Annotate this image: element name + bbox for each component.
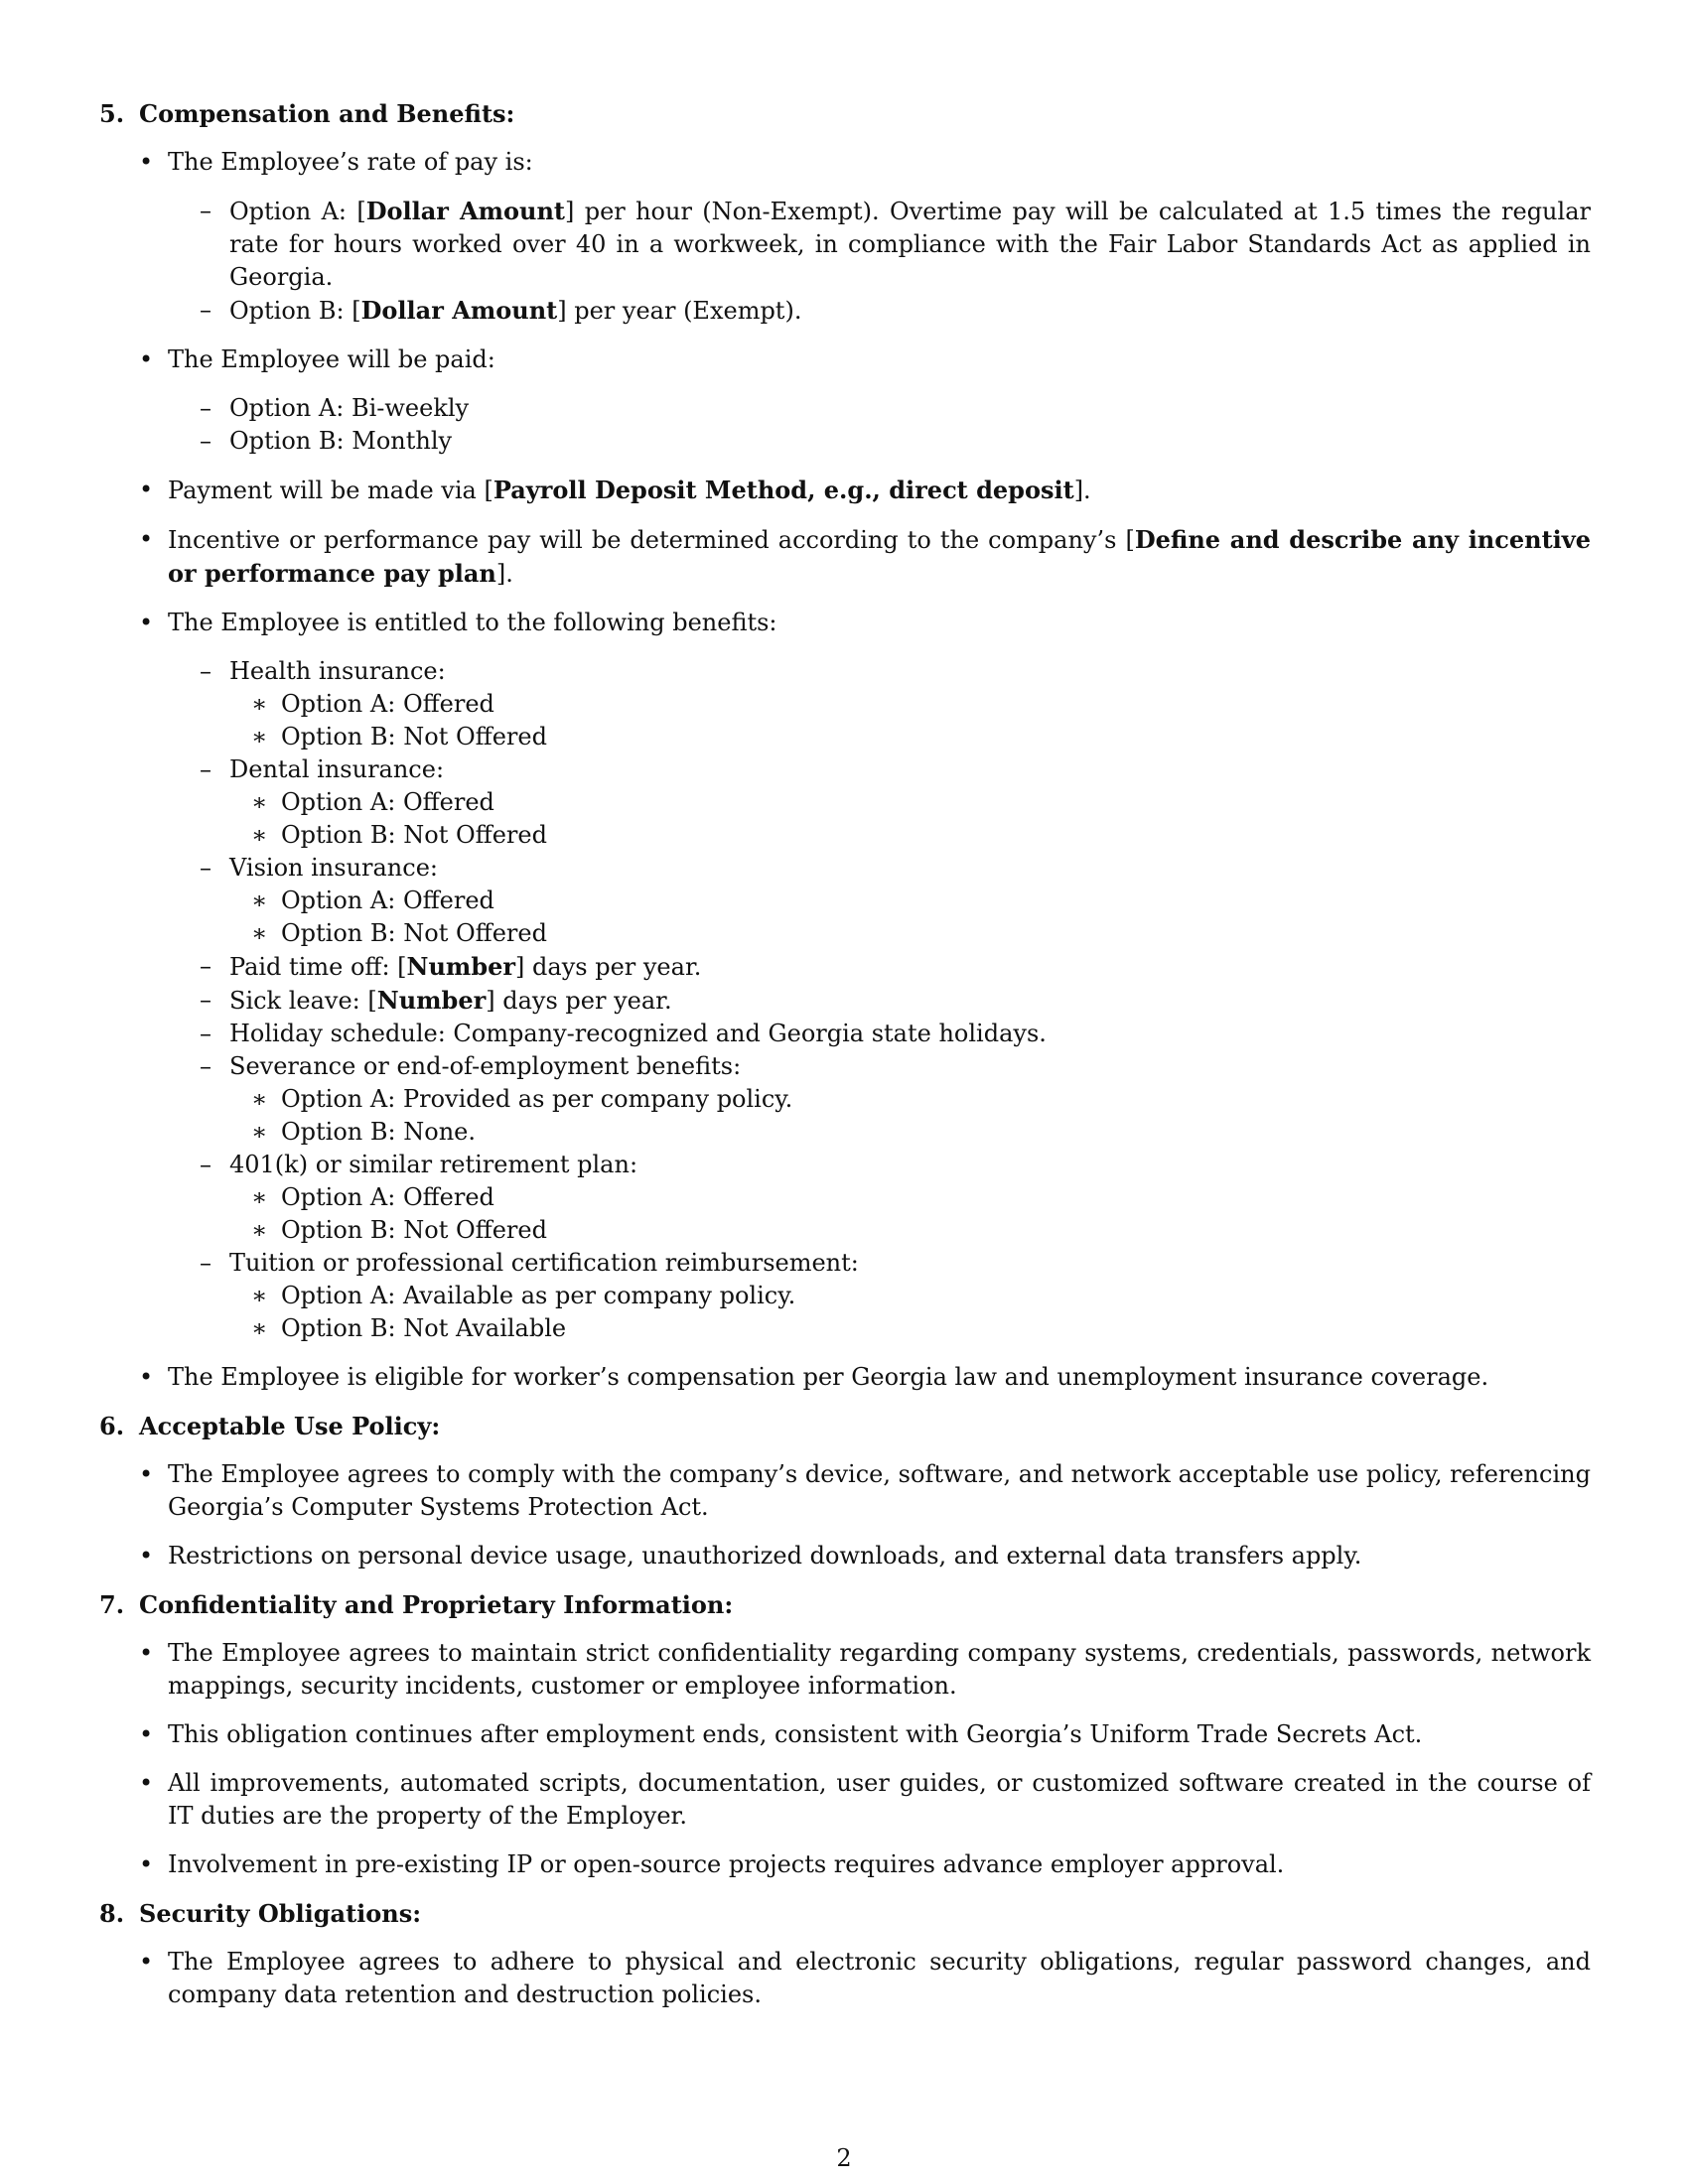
option-list [229,786,1591,852]
placeholder-text: Number [376,986,487,1015]
option-item: ∗ Option B: Not Offered [251,721,1591,753]
pay-rate-option-b [200,294,1591,328]
option-item: ∗ Option A: Offered [251,1181,1591,1214]
section-title: Acceptable Use Policy: [139,1412,441,1440]
benefit-label: Dental insurance: [229,755,445,783]
incentive-item [139,523,1591,591]
section-number: 6. [99,1412,125,1440]
list-item: • Involvement in pre-existing IP or open-source projects requires advance employer approval. [139,1848,1591,1881]
option-list [229,885,1591,950]
placeholder-text: Define and describe any incentive or performance pay plan [168,525,1592,588]
document-page [99,97,1591,2027]
health-insurance-item [200,655,1591,753]
severance-item [200,1050,1591,1149]
option-list [229,688,1591,753]
list-item [139,343,1591,458]
benefit-label: Severance or end-of-employment benefits: [229,1052,742,1080]
workers-comp-item: • The Employee is eligible for worker’s compensation per Georgia law and unemployment insurance coverage. [139,1361,1591,1394]
option-item: ∗ Option A: Available as per company policy. [251,1280,1591,1312]
text: ]. [495,560,513,588]
section-acceptable-use [99,1410,1591,1572]
list-item: • This obligation continues after employment ends, consistent with Georgia’s Uniform Trade Secrets Act. [139,1718,1591,1751]
option-item: ∗ Option A: Provided as per company policy. [251,1083,1591,1116]
list-item: • Restrictions on personal device usage, unauthorized downloads, and external data transfers apply. [139,1540,1591,1572]
pay-frequency-intro: The Employee will be paid: [168,345,495,373]
retirement-plan-item [200,1149,1591,1247]
section-security [99,1897,1591,2011]
text: ]. [1073,477,1091,504]
section-compensation [99,97,1591,1394]
text: Option A: [ [229,198,366,225]
confidentiality-list [99,1637,1591,1881]
text: Sick leave: [ [229,987,377,1015]
option-item: ∗ Option A: Offered [251,688,1591,721]
tuition-reimbursement-item [200,1247,1591,1345]
acceptable-use-list [99,1458,1591,1572]
section-confidentiality [99,1588,1591,1881]
list-item: • All improvements, automated scripts, documentation, user guides, or customized software created in the course of IT duties are the property of the Employer. [139,1767,1591,1833]
placeholder-text: Number [406,952,516,981]
benefits-intro: The Employee is entitled to the following benefits: [168,609,777,636]
section-title: Security Obligations: [139,1899,422,1928]
text: Paid time off: [ [229,953,407,981]
option-item: ∗ Option B: None. [251,1116,1591,1149]
benefits-list [168,655,1591,1345]
security-list [99,1946,1591,2011]
text: Option B: [ [229,297,361,325]
text: ] per year (Exempt). [557,297,802,325]
compensation-list [99,146,1591,1394]
benefit-label: 401(k) or similar retirement plan: [229,1151,638,1178]
text: ] per hour (Non-Exempt). Overtime pay will be calculated at 1.5 times the regular rate for hours worked over 40 in a workweek, in compliance with the Fair Labor Standards Act as applied in Georgia. [229,198,1591,291]
dental-insurance-item [200,753,1591,852]
benefit-label: Vision insurance: [229,854,438,882]
section-heading [99,1588,1591,1621]
option-list [229,1083,1591,1149]
pay-rate-intro: The Employee’s rate of pay is: [168,148,533,176]
option-item: ∗ Option A: Offered [251,786,1591,819]
payment-method-item [139,474,1591,507]
list-item: • The Employee agrees to adhere to physical and electronic security obligations, regular password changes, and company data retention and destruction policies. [139,1946,1591,2011]
pay-frequency-option: – Option B: Monthly [200,425,1591,458]
section-number: 5. [99,99,125,128]
text: Payment will be made via [ [168,477,493,504]
holiday-schedule-item: – Holiday schedule: Company-recognized and Georgia state holidays. [200,1018,1591,1050]
benefit-label: Health insurance: [229,657,446,685]
section-number: 7. [99,1590,125,1619]
section-heading [99,97,1591,130]
text: Incentive or performance pay will be determined according to the company’s [ [168,526,1135,554]
option-item: ∗ Option A: Offered [251,885,1591,917]
placeholder-text: Dollar Amount [365,197,566,225]
option-item: ∗ Option B: Not Offered [251,819,1591,852]
list-item [139,607,1591,1345]
section-title: Confidentiality and Proprietary Information: [139,1590,734,1619]
section-heading [99,1897,1591,1930]
pay-rate-options [168,195,1591,328]
section-title: Compensation and Benefits: [139,99,515,128]
sick-leave-item [200,984,1591,1018]
vision-insurance-item [200,852,1591,950]
list-item [139,146,1591,328]
pay-frequency-option: – Option A: Bi-weekly [200,392,1591,425]
placeholder-text: Dollar Amount [360,296,558,325]
pay-rate-option-a [200,195,1591,294]
option-list [229,1181,1591,1247]
text: ] days per year. [486,987,672,1015]
benefit-label: Tuition or professional certification reimbursement: [229,1249,859,1277]
option-item: ∗ Option B: Not Available [251,1312,1591,1345]
option-list [229,1280,1591,1345]
list-item: • The Employee agrees to maintain strict confidentiality regarding company systems, credentials, passwords, network mappings, security incidents, customer or employee information. [139,1637,1591,1703]
page-number: 2 [836,2144,852,2172]
pay-frequency-options [168,392,1591,458]
list-item: • The Employee agrees to comply with the company’s device, software, and network acceptable use policy, referencing Georgia’s Computer Systems Protection Act. [139,1458,1591,1524]
placeholder-text: Payroll Deposit Method, e.g., direct deposit [492,476,1074,504]
option-item: ∗ Option B: Not Offered [251,917,1591,950]
section-heading [99,1410,1591,1442]
paid-time-off-item [200,950,1591,984]
text: ] days per year. [515,953,702,981]
option-item: ∗ Option B: Not Offered [251,1214,1591,1247]
section-number: 8. [99,1899,125,1928]
